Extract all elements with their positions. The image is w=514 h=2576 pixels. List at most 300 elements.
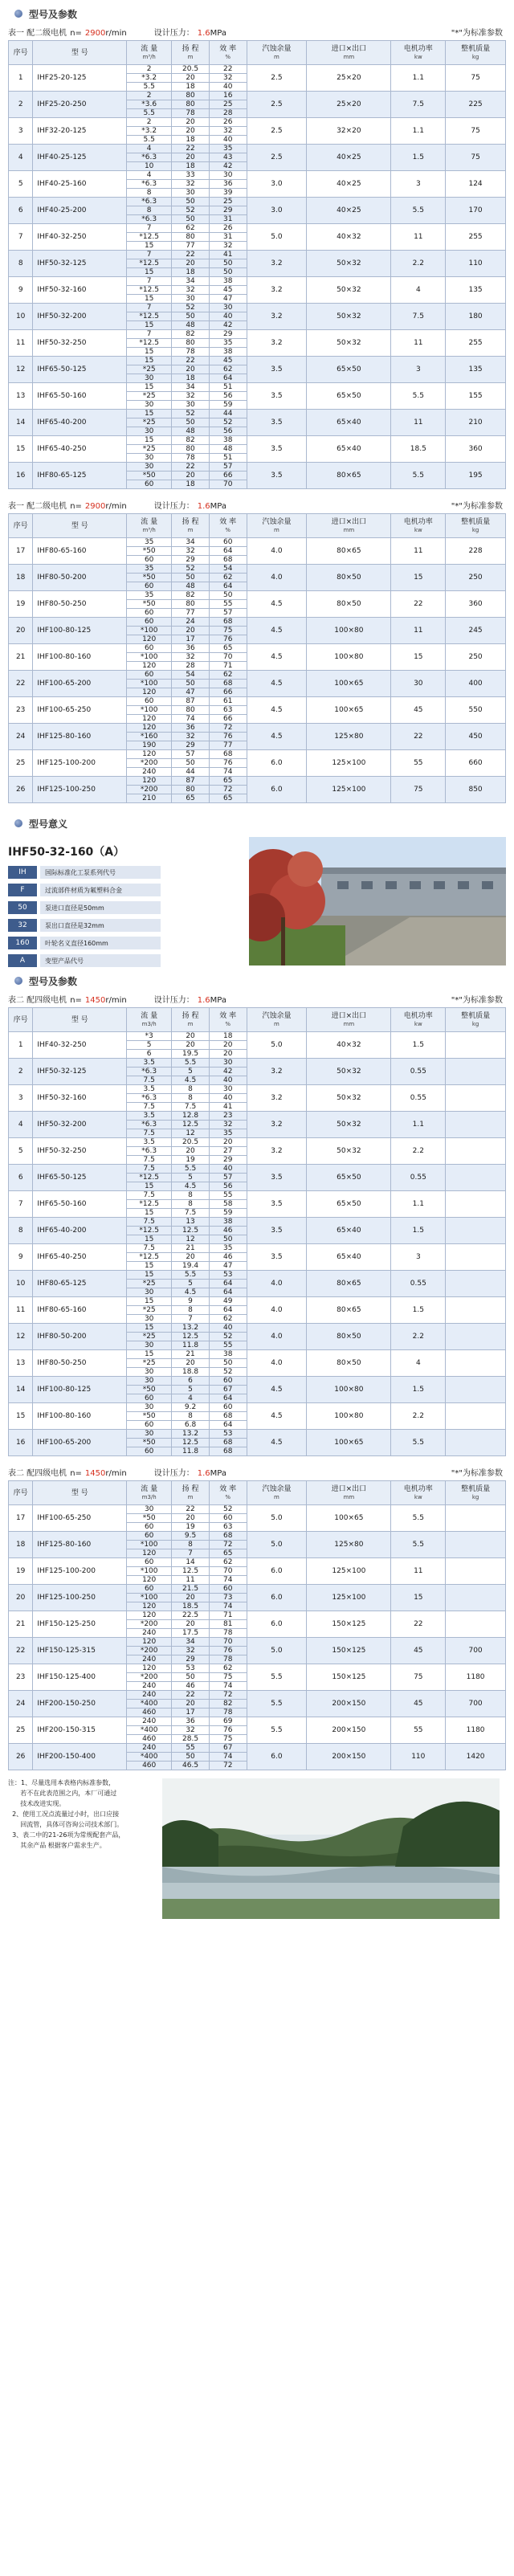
cell-npsh: 5.0: [247, 1638, 307, 1664]
cell-port: 65×50: [307, 383, 391, 410]
cell-flow: *50: [127, 600, 172, 609]
header-port-label: 进口×出口: [331, 1011, 367, 1020]
cell-head: 87: [172, 697, 210, 706]
cell-port: 65×40: [307, 436, 391, 463]
caption-motor: 表一 配二级电机: [8, 502, 67, 511]
cell-flow: *50: [127, 1439, 172, 1447]
header-no: [9, 1008, 33, 1032]
header-flow-label: 流 量: [141, 1484, 158, 1493]
cell-head: 78: [172, 109, 210, 118]
row-model: IHF65-40-200: [33, 1218, 127, 1244]
cell-head: 50: [172, 759, 210, 768]
cell-eff: 68: [209, 1532, 247, 1541]
cell-eff: 66: [209, 715, 247, 724]
row-number: 1: [9, 1032, 33, 1059]
cell-eff: 28: [209, 109, 247, 118]
cell-weight: 225: [446, 92, 506, 118]
cell-flow: *6.3: [127, 180, 172, 189]
header-eff-unit: %: [225, 53, 231, 60]
caption-motor: 表二 配四级电机: [8, 996, 67, 1005]
header-npsh-unit: m: [274, 1020, 279, 1027]
cell-flow: 30: [127, 427, 172, 436]
cell-eff: 42: [209, 321, 247, 330]
caption-note: "*"为标准参数: [451, 1469, 503, 1478]
header-power-unit: kw: [414, 1020, 422, 1027]
spec-table-block-4: [0, 1463, 514, 1770]
cell-flow: 15: [127, 242, 172, 251]
cell-port: 80×50: [307, 565, 391, 591]
cell-head: 4.5: [172, 1076, 210, 1085]
cell-npsh: 4.0: [247, 1297, 307, 1324]
cell-flow: 7: [127, 224, 172, 233]
cell-head: 21: [172, 1244, 210, 1253]
cell-port: 50×32: [307, 1059, 391, 1085]
cell-flow: 15: [127, 1350, 172, 1359]
cell-head: 20: [172, 1253, 210, 1262]
cell-head: 17: [172, 635, 210, 644]
header-port-unit: mm: [343, 1493, 355, 1500]
cell-flow: *25: [127, 1333, 172, 1341]
cell-flow: *400: [127, 1700, 172, 1708]
cell-power: 45: [391, 1638, 446, 1664]
table-row: [9, 724, 506, 733]
cell-head: 22: [172, 145, 210, 153]
cell-eff: 61: [209, 697, 247, 706]
cell-eff: 55: [209, 600, 247, 609]
header-flow: [127, 1481, 172, 1505]
cell-head: 11: [172, 1576, 210, 1585]
table-row: [9, 1244, 506, 1253]
row-model: IHF40-32-250: [33, 224, 127, 251]
cell-head: 20: [172, 1041, 210, 1050]
cell-head: 20: [172, 1359, 210, 1368]
cell-head: 52: [172, 410, 210, 418]
cell-head: 29: [172, 741, 210, 750]
table-row: [9, 1638, 506, 1647]
cell-power: 1.5: [391, 145, 446, 171]
cell-port: 100×80: [307, 1377, 391, 1403]
cell-npsh: 4.0: [247, 1271, 307, 1297]
cell-eff: 57: [209, 1174, 247, 1182]
table-row: [9, 1324, 506, 1333]
section-title-specs-1: 型号及参数: [14, 5, 514, 22]
cell-flow: 5: [127, 1041, 172, 1050]
cell-port: 125×80: [307, 1532, 391, 1558]
header-port-label: 进口×出口: [331, 44, 367, 53]
caption-left: [8, 1466, 230, 1478]
cell-head: 5.5: [172, 1165, 210, 1174]
cell-flow: 2: [127, 65, 172, 74]
cell-eff: 64: [209, 1394, 247, 1403]
meaning-row: [8, 864, 241, 880]
cell-npsh: 5.5: [247, 1717, 307, 1744]
caption-pressure-unit: MPa: [210, 1469, 226, 1478]
header-head: [172, 514, 210, 538]
cell-port: 50×32: [307, 1085, 391, 1112]
row-number: 25: [9, 1717, 33, 1744]
cell-eff: 32: [209, 1121, 247, 1129]
table-row: [9, 1297, 506, 1306]
caption-pressure-value: 1.6: [197, 1469, 210, 1478]
header-weight-unit: kg: [471, 53, 479, 60]
table-row: [9, 1271, 506, 1280]
cell-flow: *12.5: [127, 339, 172, 348]
header-eff-label: 效 率: [219, 1011, 237, 1020]
row-model: IHF40-25-160: [33, 171, 127, 198]
cell-flow: 10: [127, 162, 172, 171]
row-number: 12: [9, 357, 33, 383]
cell-eff: 20: [209, 1050, 247, 1059]
cell-eff: 20: [209, 1138, 247, 1147]
row-number: 11: [9, 330, 33, 357]
caption-speed-label: n=: [70, 996, 82, 1005]
cell-head: 20.5: [172, 1138, 210, 1147]
cell-npsh: 4.5: [247, 591, 307, 618]
header-weight-label: 整机质量: [461, 44, 491, 53]
cell-npsh: 3.2: [247, 1059, 307, 1085]
cell-power: 55: [391, 750, 446, 777]
cell-head: 32: [172, 547, 210, 556]
row-model: IHF100-80-125: [33, 1377, 127, 1403]
header-no-label: 序号: [13, 1488, 28, 1497]
cell-port: 40×32: [307, 224, 391, 251]
table-caption: [0, 990, 514, 1007]
row-number: 5: [9, 1138, 33, 1165]
cell-port: 40×32: [307, 1032, 391, 1059]
cell-flow: 3.5: [127, 1059, 172, 1068]
cell-eff: 35: [209, 1244, 247, 1253]
cell-eff: 65: [209, 644, 247, 653]
cell-power: 22: [391, 591, 446, 618]
cell-head: 82: [172, 591, 210, 600]
cell-flow: 240: [127, 1744, 172, 1753]
cell-head: 20: [172, 118, 210, 127]
table-row: [9, 65, 506, 74]
cell-weight: [446, 1059, 506, 1085]
cell-flow: *6.3: [127, 198, 172, 206]
header-model: [33, 1481, 127, 1505]
cell-eff: 55: [209, 1191, 247, 1200]
cell-eff: 65: [209, 794, 247, 803]
row-model: IHF65-40-200: [33, 410, 127, 436]
cell-power: 1.5: [391, 1377, 446, 1403]
cell-eff: 35: [209, 1129, 247, 1138]
table-row: [9, 92, 506, 100]
cell-weight: 110: [446, 251, 506, 277]
cell-weight: 1180: [446, 1664, 506, 1691]
cell-flow: *12.5: [127, 286, 172, 295]
cell-flow: 120: [127, 1638, 172, 1647]
cell-port: 80×65: [307, 1297, 391, 1324]
table-row: [9, 251, 506, 259]
cell-head: 22.5: [172, 1611, 210, 1620]
cell-weight: 550: [446, 697, 506, 724]
row-model: IHF125-100-200: [33, 750, 127, 777]
cell-power: 0.55: [391, 1271, 446, 1297]
header-flow: [127, 41, 172, 65]
cell-head: 6.8: [172, 1421, 210, 1430]
header-eff-label: 效 率: [219, 517, 237, 526]
cell-power: 0.55: [391, 1165, 446, 1191]
caption-speed-value: 2900: [84, 29, 106, 38]
cell-flow: 7: [127, 330, 172, 339]
cell-head: 32: [172, 733, 210, 741]
cell-eff: 42: [209, 162, 247, 171]
cell-weight: 255: [446, 224, 506, 251]
cell-weight: [446, 1085, 506, 1112]
cell-port: 50×32: [307, 304, 391, 330]
bullet-icon: [14, 819, 22, 827]
cell-flow: *100: [127, 1567, 172, 1576]
cell-head: 18: [172, 374, 210, 383]
cell-npsh: 5.0: [247, 1505, 307, 1532]
table-caption: [0, 1463, 514, 1480]
cell-weight: [446, 1430, 506, 1456]
cell-eff: 74: [209, 1576, 247, 1585]
header-head: [172, 41, 210, 65]
cell-flow: 60: [127, 1394, 172, 1403]
row-number: 24: [9, 1691, 33, 1717]
cell-flow: 60: [127, 480, 172, 489]
spec-table-block-3: [0, 990, 514, 1456]
cell-eff: 64: [209, 1280, 247, 1288]
cell-port: 200×150: [307, 1744, 391, 1770]
row-model: IHF80-65-125: [33, 1271, 127, 1297]
header-weight: [446, 514, 506, 538]
caption-speed-value: 2900: [84, 502, 106, 511]
cell-flow: *50: [127, 574, 172, 582]
row-number: 10: [9, 1271, 33, 1297]
cell-npsh: 3.5: [247, 383, 307, 410]
cell-weight: 450: [446, 724, 506, 750]
cell-npsh: 3.5: [247, 1244, 307, 1271]
cell-flow: 240: [127, 1691, 172, 1700]
cell-npsh: 4.0: [247, 565, 307, 591]
cell-flow: *200: [127, 1647, 172, 1655]
table-row: [9, 777, 506, 786]
cell-eff: 68: [209, 680, 247, 688]
table-row: [9, 1218, 506, 1227]
row-model: IHF80-65-125: [33, 463, 127, 489]
spec-table: [8, 40, 506, 489]
cell-flow: 30: [127, 1341, 172, 1350]
cell-eff: 75: [209, 1735, 247, 1744]
cell-head: 87: [172, 777, 210, 786]
row-number: 17: [9, 538, 33, 565]
cell-flow: 30: [127, 1403, 172, 1412]
cell-eff: 46: [209, 1227, 247, 1235]
cell-head: 44: [172, 768, 210, 777]
caption-note: "*"为标准参数: [451, 996, 503, 1005]
row-model: IHF25-20-250: [33, 92, 127, 118]
cell-flow: 60: [127, 582, 172, 591]
header-npsh-unit: m: [274, 526, 279, 533]
row-model: IHF65-50-125: [33, 1165, 127, 1191]
cell-npsh: 3.5: [247, 1165, 307, 1191]
row-model: IHF50-32-200: [33, 1112, 127, 1138]
cell-head: 50: [172, 1753, 210, 1762]
caption-speed-unit: r/min: [105, 502, 127, 511]
table-caption: [0, 22, 514, 40]
cell-head: 12: [172, 1129, 210, 1138]
row-model: IHF200-150-400: [33, 1744, 127, 1770]
spec-table-block-2: [0, 496, 514, 803]
cell-eff: 64: [209, 582, 247, 591]
cell-eff: 64: [209, 374, 247, 383]
table-row: [9, 1505, 506, 1514]
cell-head: 18: [172, 268, 210, 277]
cell-weight: [446, 1377, 506, 1403]
cell-head: 13.2: [172, 1324, 210, 1333]
table-row: [9, 1165, 506, 1174]
meaning-code: 32: [8, 919, 37, 932]
cell-npsh: 3.5: [247, 463, 307, 489]
cell-power: 2.2: [391, 1403, 446, 1430]
cell-eff: 62: [209, 671, 247, 680]
cell-eff: 63: [209, 1523, 247, 1532]
cell-power: 75: [391, 777, 446, 803]
cell-flow: *50: [127, 472, 172, 480]
row-number: 18: [9, 565, 33, 591]
cell-flow: 120: [127, 662, 172, 671]
row-number: 19: [9, 1558, 33, 1585]
cell-port: 40×25: [307, 171, 391, 198]
meaning-row: [8, 882, 241, 898]
row-model: IHF50-32-160: [33, 1085, 127, 1112]
cell-flow: 240: [127, 1682, 172, 1691]
cell-eff: 51: [209, 454, 247, 463]
cell-power: 45: [391, 697, 446, 724]
cell-eff: 72: [209, 1762, 247, 1770]
cell-head: 20: [172, 627, 210, 635]
cell-eff: 20: [209, 1041, 247, 1050]
cell-eff: 50: [209, 1359, 247, 1368]
caption-pressure-label: 设计压力：: [153, 29, 194, 38]
header-model-label: 型 号: [71, 48, 88, 57]
cell-head: 46: [172, 1682, 210, 1691]
cell-head: 55: [172, 1744, 210, 1753]
header-no-label: 序号: [13, 1015, 28, 1024]
cell-npsh: 5.5: [247, 1691, 307, 1717]
cell-power: 11: [391, 538, 446, 565]
cell-flow: 60: [127, 1532, 172, 1541]
model-meaning: [0, 837, 514, 965]
cell-flow: *160: [127, 733, 172, 741]
cell-head: 20: [172, 365, 210, 374]
row-number: 12: [9, 1324, 33, 1350]
cell-port: 100×80: [307, 644, 391, 671]
cell-eff: 78: [209, 1708, 247, 1717]
cell-weight: [446, 1191, 506, 1218]
table-row: [9, 118, 506, 127]
header-port: [307, 1481, 391, 1505]
header-model: [33, 514, 127, 538]
cell-flow: 60: [127, 556, 172, 565]
cell-eff: 73: [209, 1594, 247, 1602]
cell-flow: 15: [127, 295, 172, 304]
header-flow-label: 流 量: [141, 517, 158, 526]
row-model: IHF65-50-160: [33, 1191, 127, 1218]
cell-flow: 4: [127, 171, 172, 180]
table-row: [9, 1664, 506, 1673]
header-flow-unit: m³/h: [142, 526, 156, 533]
cell-head: 12.5: [172, 1333, 210, 1341]
cell-head: 74: [172, 715, 210, 724]
cell-eff: 70: [209, 480, 247, 489]
meaning-desc: 叶轮名义直径160mm: [40, 937, 161, 949]
row-model: IHF80-65-160: [33, 1297, 127, 1324]
table-row: [9, 618, 506, 627]
header-port-unit: mm: [343, 53, 355, 60]
cell-power: 1.1: [391, 1112, 446, 1138]
row-number: 4: [9, 1112, 33, 1138]
cell-eff: 30: [209, 1085, 247, 1094]
row-model: IHF100-65-200: [33, 671, 127, 697]
cell-npsh: 5.0: [247, 1032, 307, 1059]
cell-port: 32×20: [307, 118, 391, 145]
cell-eff: 55: [209, 1341, 247, 1350]
cell-head: 30: [172, 189, 210, 198]
cell-power: 110: [391, 1744, 446, 1770]
bullet-icon: [14, 977, 22, 985]
row-number: 4: [9, 145, 33, 171]
table-row: [9, 1611, 506, 1620]
cell-head: 19.4: [172, 1262, 210, 1271]
model-example: IHF50-32-160（A）: [8, 846, 125, 859]
cell-weight: [446, 1271, 506, 1297]
row-number: 2: [9, 1059, 33, 1085]
cell-power: 22: [391, 1611, 446, 1638]
cell-flow: 7.5: [127, 1156, 172, 1165]
cell-npsh: 4.0: [247, 1324, 307, 1350]
cell-head: 34: [172, 383, 210, 392]
row-model: IHF150-125-400: [33, 1664, 127, 1691]
cell-head: 5.5: [172, 1271, 210, 1280]
row-number: 22: [9, 671, 33, 697]
table-row: [9, 463, 506, 472]
caption-pressure-value: 1.6: [197, 502, 210, 511]
cell-head: 80: [172, 92, 210, 100]
cell-weight: 850: [446, 777, 506, 803]
cell-eff: 60: [209, 1403, 247, 1412]
row-number: 22: [9, 1638, 33, 1664]
cell-eff: 78: [209, 1655, 247, 1664]
cell-eff: 56: [209, 427, 247, 436]
cell-flow: *200: [127, 786, 172, 794]
cell-flow: *100: [127, 653, 172, 662]
cell-npsh: 3.2: [247, 277, 307, 304]
table-caption: [0, 496, 514, 513]
meaning-code: A: [8, 954, 37, 967]
header-model-label: 型 号: [71, 1488, 88, 1497]
row-model: IHF50-32-125: [33, 251, 127, 277]
note-line: 2、使用工况点流量过小时，出口应接: [8, 1811, 120, 1818]
cell-head: 12.8: [172, 1112, 210, 1121]
cell-weight: [446, 1165, 506, 1191]
cell-flow: *25: [127, 1306, 172, 1315]
cell-head: 34: [172, 1638, 210, 1647]
cell-npsh: 2.5: [247, 118, 307, 145]
cell-eff: 71: [209, 662, 247, 671]
cell-weight: [446, 1558, 506, 1585]
cell-head: 9.2: [172, 1403, 210, 1412]
cell-head: 33: [172, 171, 210, 180]
cell-head: 12.5: [172, 1121, 210, 1129]
cell-head: 46.5: [172, 1762, 210, 1770]
table-row: [9, 591, 506, 600]
cell-flow: 120: [127, 1576, 172, 1585]
cell-flow: 460: [127, 1762, 172, 1770]
